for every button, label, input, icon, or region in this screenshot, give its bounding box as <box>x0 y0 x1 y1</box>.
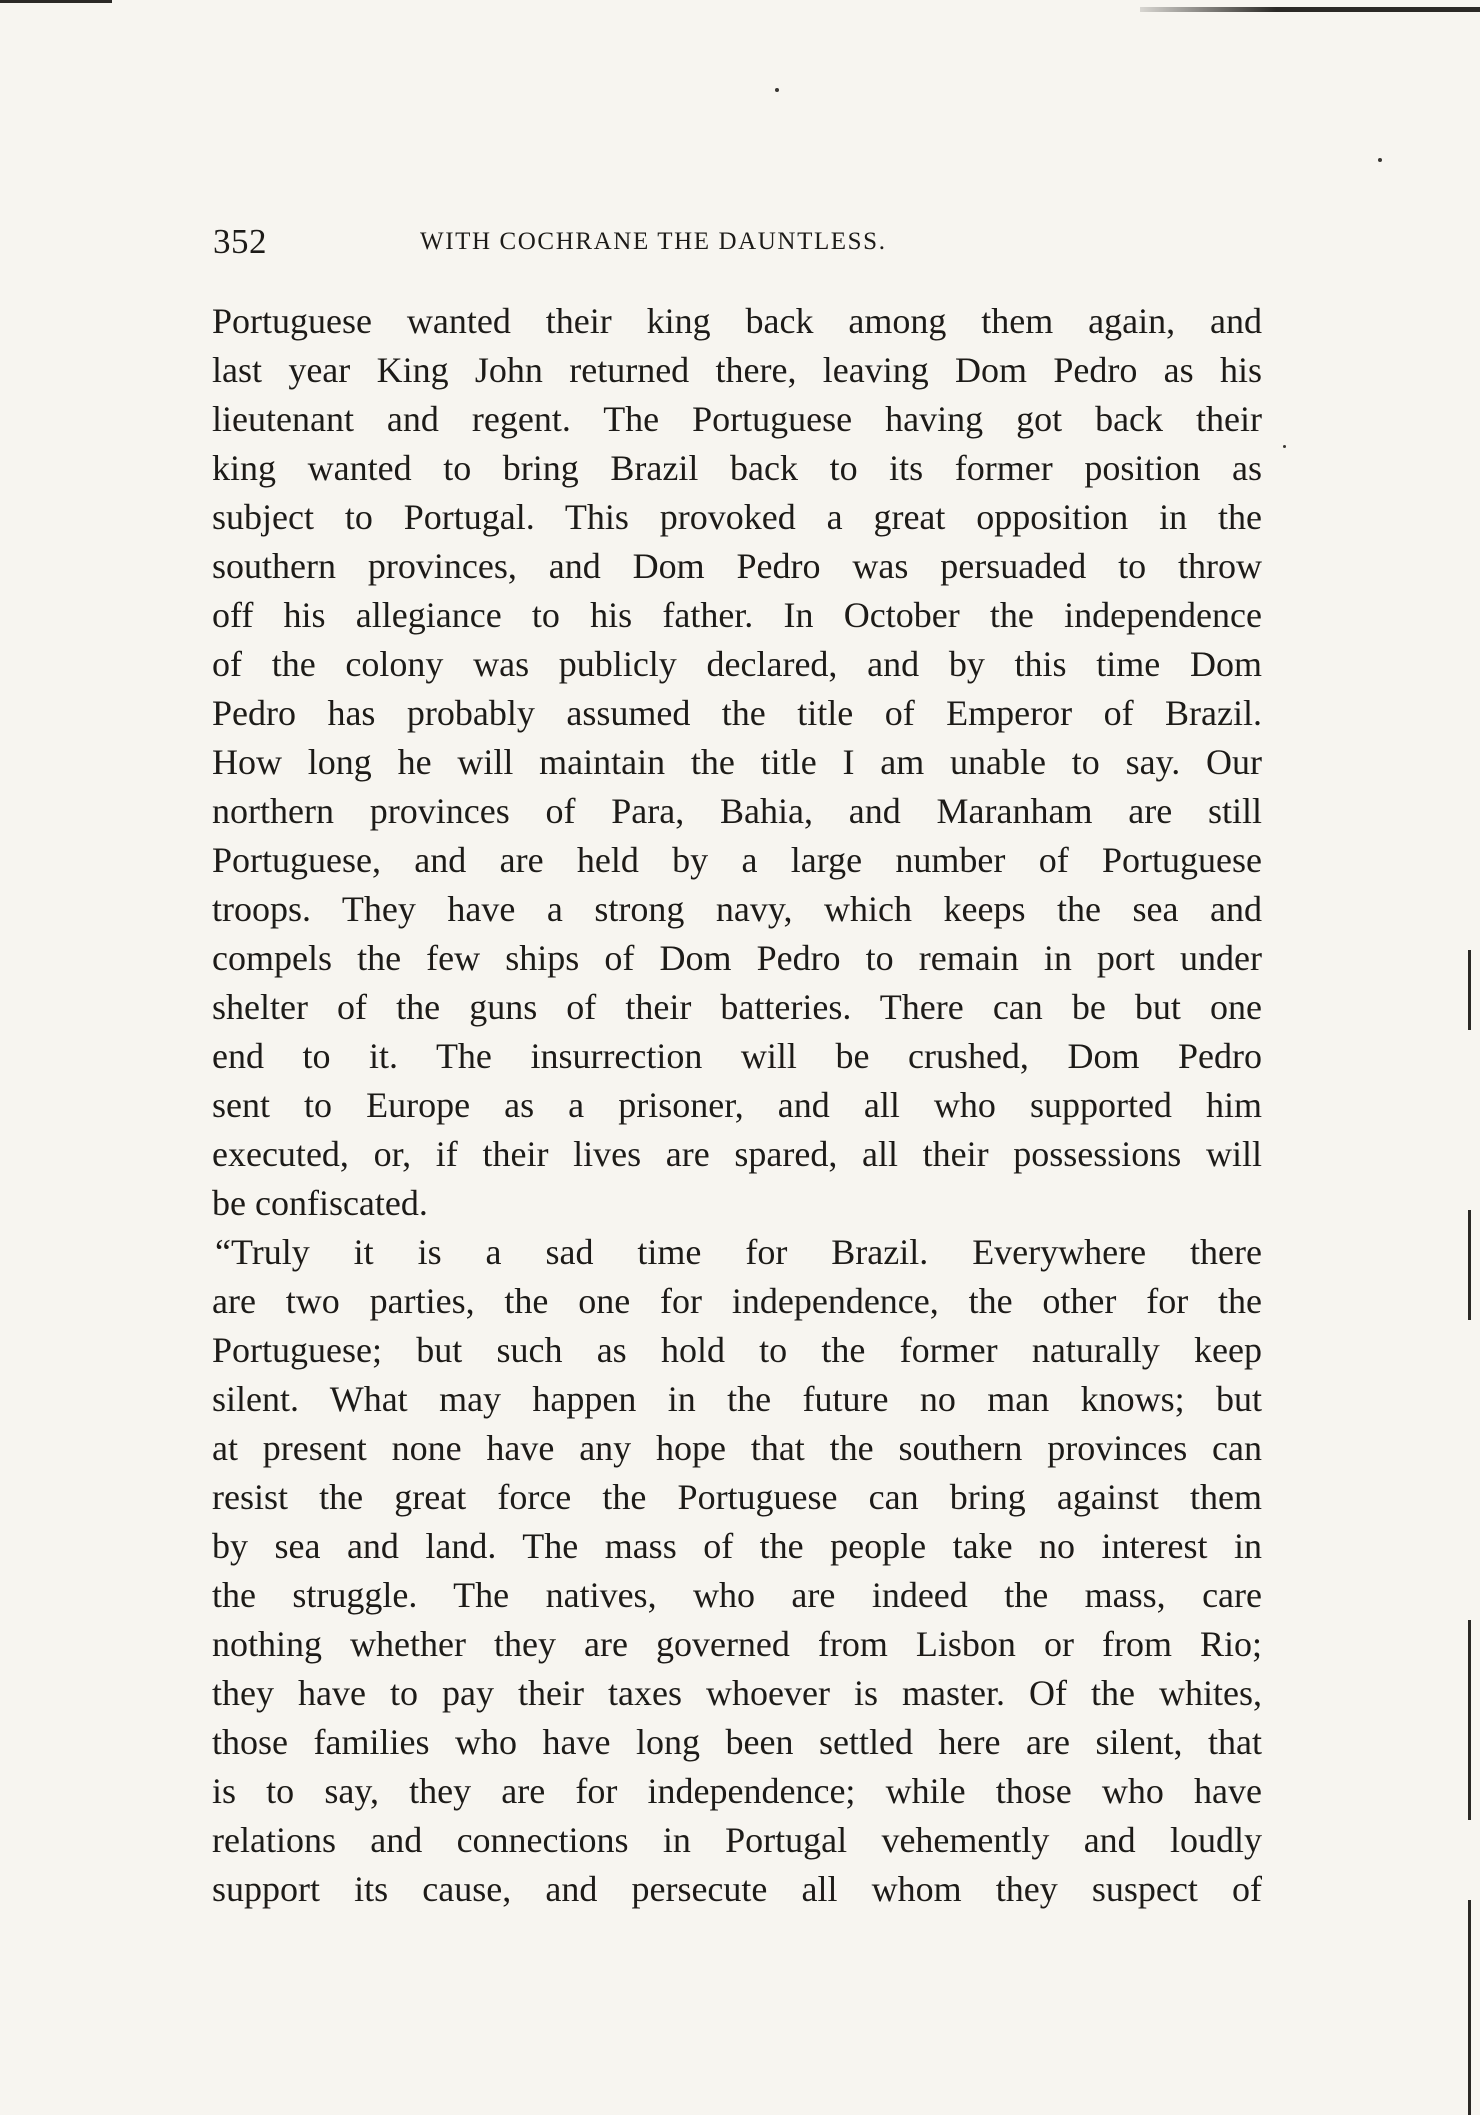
scan-speck <box>1378 158 1382 162</box>
text-line: by sea and land. The mass of the people take no interest in <box>212 1526 1262 1566</box>
text-line: northern provinces of Para, Bahia, and Maranham are still <box>212 791 1262 831</box>
text-line: resist the great force the Portuguese can bring against them <box>212 1477 1262 1517</box>
scan-edge-rule <box>1140 7 1480 12</box>
text-line: support its cause, and persecute all whom they suspect of <box>212 1869 1262 1909</box>
scan-edge-mark <box>1468 1210 1471 1320</box>
text-line: Portuguese wanted their king back among them again, and <box>212 301 1262 341</box>
text-line: of the colony was publicly declared, and by this time Dom <box>212 644 1262 684</box>
text-line: end to it. The insurrection will be crushed, Dom Pedro <box>212 1036 1262 1076</box>
text-line: those families who have long been settled here are silent, that <box>212 1722 1262 1762</box>
running-head <box>213 222 1263 270</box>
scan-edge-mark <box>1468 950 1471 1030</box>
text-line: are two parties, the one for independence, the other for the <box>212 1281 1262 1321</box>
text-line: the struggle. The natives, who are indeed the mass, care <box>212 1575 1262 1615</box>
text-line: troops. They have a strong navy, which keeps the sea and <box>212 889 1262 929</box>
text-line: off his allegiance to his father. In October the independence <box>212 595 1262 635</box>
text-line: “Truly it is a sad time for Brazil. Everywhere there <box>215 1232 1262 1272</box>
text-line: shelter of the guns of their batteries. There can be but one <box>212 987 1262 1027</box>
text-line: be confiscated. <box>212 1183 428 1223</box>
text-line: king wanted to bring Brazil back to its former position as <box>212 448 1262 488</box>
text-line: nothing whether they are governed from Lisbon or from Rio; <box>212 1624 1262 1664</box>
text-line: Portuguese; but such as hold to the former naturally keep <box>212 1330 1262 1370</box>
scan-edge-mark <box>1468 1620 1471 1820</box>
running-title: WITH COCHRANE THE DAUNTLESS. <box>420 228 887 255</box>
scan-edge-rule <box>0 0 112 3</box>
page-number: 352 <box>213 222 267 261</box>
text-line: at present none have any hope that the southern provinces can <box>212 1428 1262 1468</box>
text-line: is to say, they are for independence; while those who have <box>212 1771 1262 1811</box>
text-line: relations and connections in Portugal vehemently and loudly <box>212 1820 1262 1860</box>
text-line: subject to Portugal. This provoked a great opposition in the <box>212 497 1262 537</box>
text-line: Portuguese, and are held by a large number of Portuguese <box>212 840 1262 880</box>
text-line: lieutenant and regent. The Portuguese having got back their <box>212 399 1262 439</box>
body-text <box>212 297 1262 1914</box>
text-line: southern provinces, and Dom Pedro was persuaded to throw <box>212 546 1262 586</box>
text-line: they have to pay their taxes whoever is master. Of the whites, <box>212 1673 1262 1713</box>
scan-edge-mark <box>1468 1900 1471 2115</box>
text-line: executed, or, if their lives are spared, all their possessions will <box>212 1134 1262 1174</box>
text-line: compels the few ships of Dom Pedro to remain in port under <box>212 938 1262 978</box>
scan-speck <box>1283 445 1286 448</box>
text-line: sent to Europe as a prisoner, and all who supported him <box>212 1085 1262 1125</box>
scan-speck <box>775 88 779 92</box>
text-line: last year King John returned there, leaving Dom Pedro as his <box>212 350 1262 390</box>
text-line: Pedro has probably assumed the title of Emperor of Brazil. <box>212 693 1262 733</box>
text-line: How long he will maintain the title I am unable to say. Our <box>212 742 1262 782</box>
text-line: silent. What may happen in the future no man knows; but <box>212 1379 1262 1419</box>
